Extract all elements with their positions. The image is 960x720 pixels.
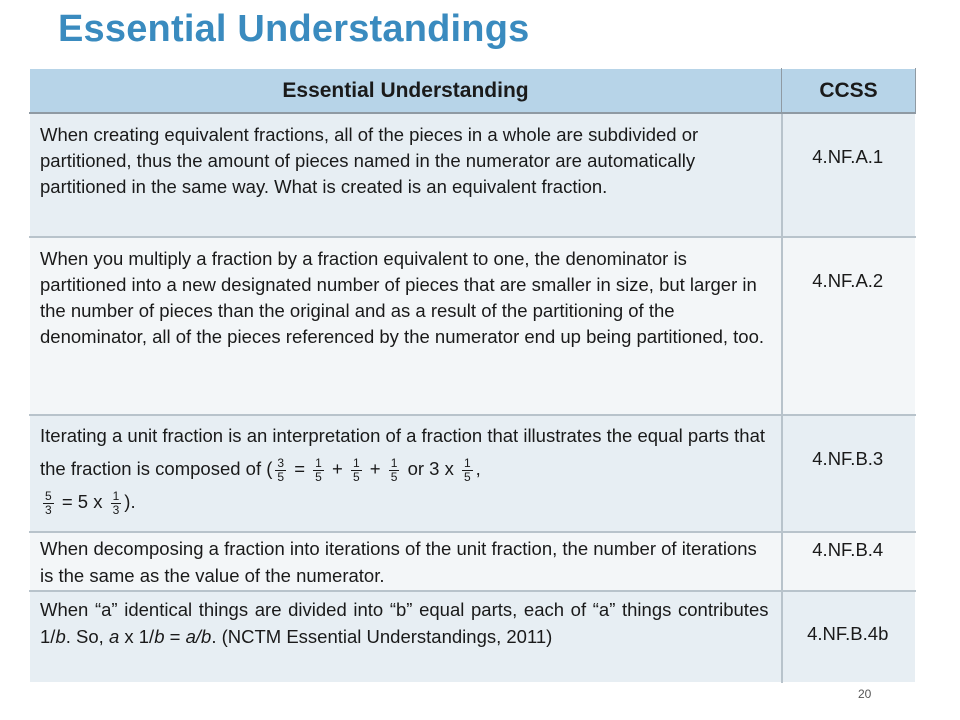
ccss-code: 4.NF.B.3	[782, 415, 916, 532]
fraction: $\frac{1}{5}$	[352, 455, 360, 484]
table-row	[30, 237, 916, 415]
understanding-text: When “a” identical things are divided into “b” equal parts, each of “a” things contributes 1/b. So, a x 1/b = a/b. (NCTM Essential Understandings, 2011)	[30, 591, 782, 683]
ccss-code: 4.NF.A.1	[782, 113, 916, 237]
ccss-code: 4.NF.B.4	[782, 532, 916, 591]
fraction: $\frac{1}{3}$	[112, 488, 120, 517]
understanding-text: When decomposing a fraction into iterations of the unit fraction, the number of iterations is the same as the value of the numerator.	[30, 532, 782, 591]
fraction: $\frac{1}{5}$	[463, 455, 471, 484]
header-ccss: CCSS	[782, 69, 916, 114]
table-header-row	[30, 69, 916, 114]
understanding-text: Iterating a unit fraction is an interpretation of a fraction that illustrates the equal parts that the fraction is composed of ( $\frac{3}{5}$ = $\frac{1}{5}$ + $\frac{1}{5}$ + $\frac{1}{5}$ or 3 x $\frac{1}{5}$ , $\frac{5}{3}$ = 5 x $\frac{1}{3}$ ).	[30, 415, 782, 532]
table-row	[30, 415, 916, 532]
understanding-text: When you multiply a fraction by a fraction equivalent to one, the denominator is partitioned into a new designated number of pieces that are smaller in size, but larger in the number of pieces than the original and as a result of the partitioning of the denominator, all of the pieces referenced by the numerator end up being partitioned, too.	[30, 237, 782, 415]
text-before: Iterating a unit fraction is an interpretation of a fraction that illustrates the equal parts that the fraction is composed of (	[40, 425, 765, 479]
fraction: $\frac{1}{5}$	[315, 455, 322, 484]
header-essential-understanding: Essential Understanding	[30, 69, 782, 114]
ccss-code: 4.NF.B.4b	[782, 591, 916, 683]
fraction: $\frac{5}{3}$	[45, 488, 52, 517]
page-number: 20	[858, 687, 872, 701]
ccss-code: 4.NF.A.2	[782, 237, 916, 415]
table-row	[30, 591, 916, 683]
table-row	[30, 113, 916, 237]
understanding-text: When creating equivalent fractions, all of the pieces in a whole are subdivided or partitioned, thus the amount of pieces named in the numerator are automatically partitioned in the same way. What is created is an equivalent fraction.	[30, 113, 782, 237]
page-title: Essential Understandings	[58, 8, 530, 50]
table-row	[30, 532, 916, 591]
essential-understandings-table	[29, 68, 916, 683]
fraction: $\frac{1}{5}$	[390, 455, 398, 484]
fraction: $\frac{3}{5}$	[277, 455, 285, 484]
